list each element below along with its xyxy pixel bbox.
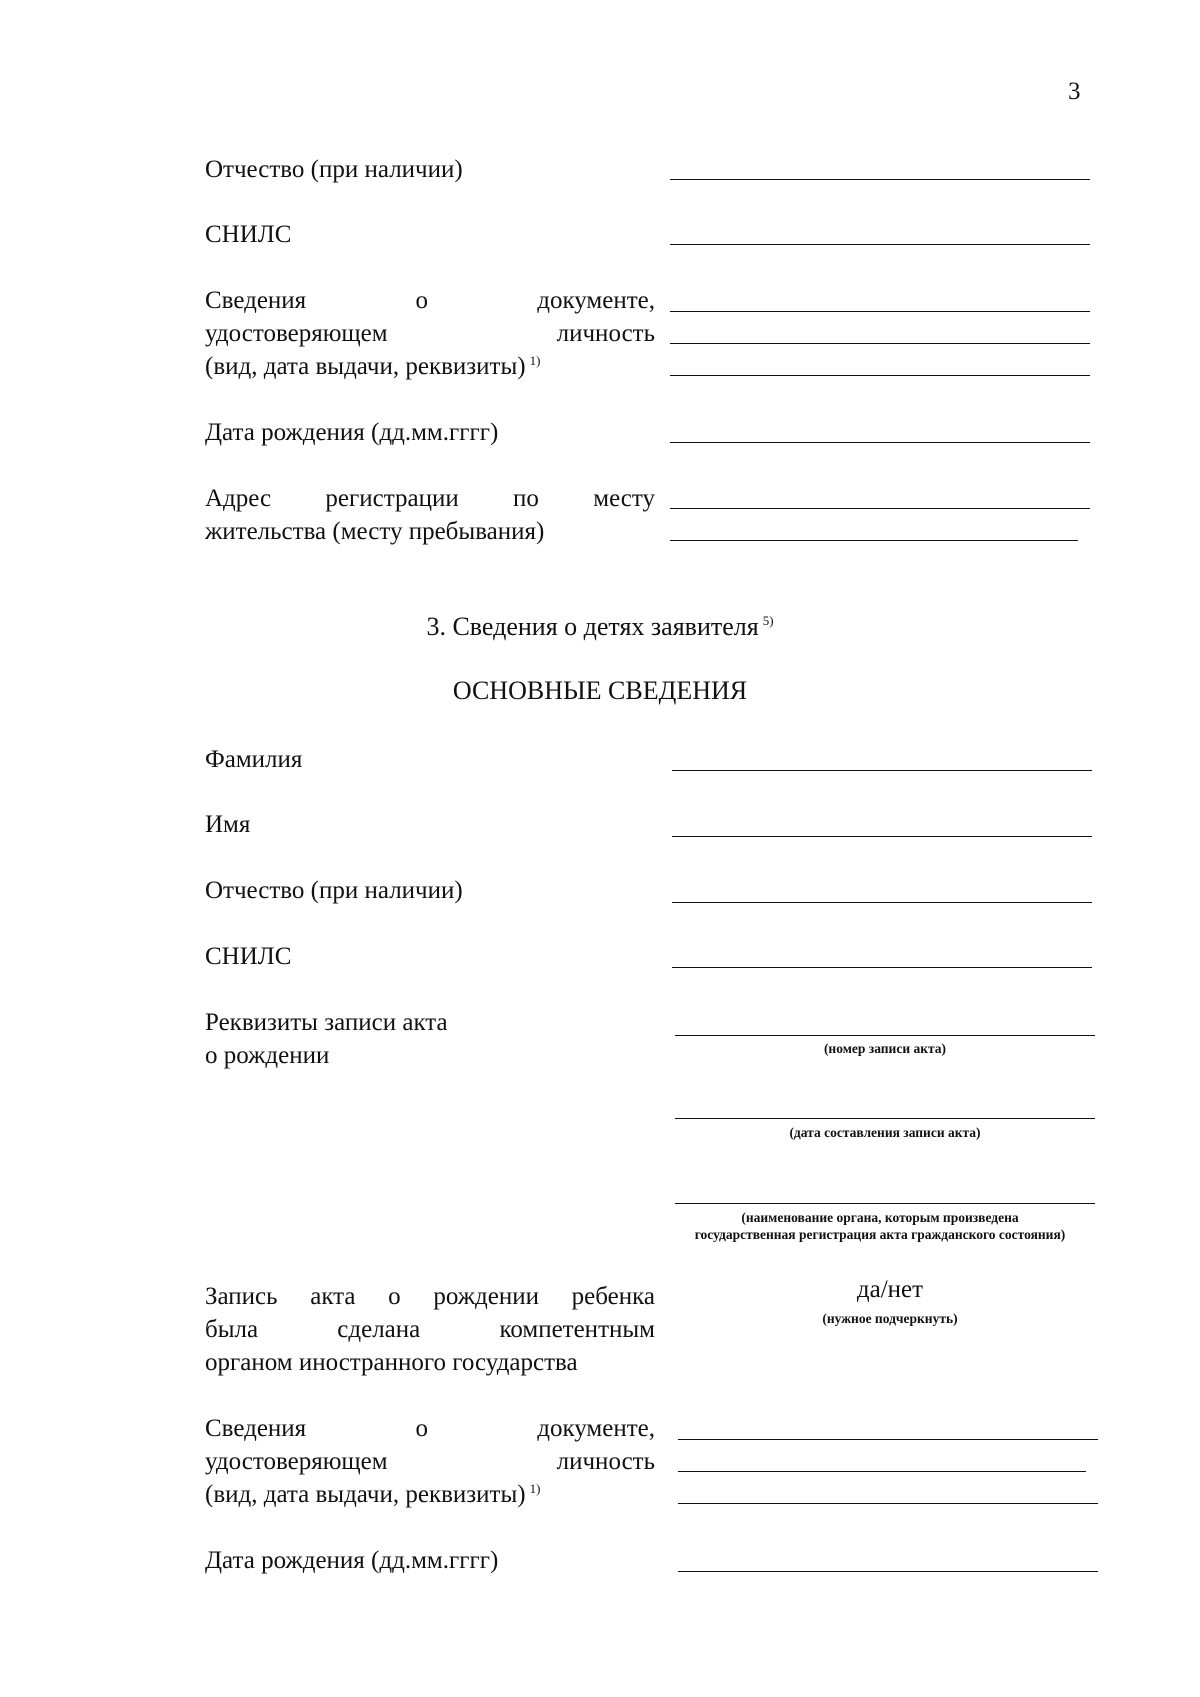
label-child-snils: СНИЛС [205,943,292,970]
label-foreign-line3: органом иностранного государства [205,1349,578,1376]
id-document-field-1[interactable] [670,311,1090,312]
label-child-name: Имя [205,811,251,838]
section-subtitle: ОСНОВНЫЕ СВЕДЕНИЯ [452,676,748,705]
label-birth-record [205,1006,655,1072]
label-id-document-line2: удостоверяющем личность [205,320,655,347]
id-document-field-2[interactable] [670,343,1090,344]
record-number-field[interactable] [675,1035,1095,1036]
label-id-document-line3: (вид, дата выдачи, реквизиты) [205,353,526,380]
label-child-id-line2: удостоверяющем личность [205,1448,655,1475]
child-footnote-marker: 1) [529,1480,541,1496]
child-id-document-field-2[interactable] [678,1471,1086,1472]
child-id-document-field-1[interactable] [678,1439,1098,1440]
caption-authority [640,1209,1120,1243]
id-document-field-3[interactable] [670,375,1090,376]
label-child-id-line1: Сведения о документе, [205,1415,655,1442]
child-name-field[interactable] [672,836,1092,837]
section-footnote-marker: 5) [762,613,774,629]
address-field-2[interactable] [670,540,1078,541]
birth-date-field[interactable] [670,442,1090,443]
footnote-marker: 1) [529,352,541,368]
label-foreign-line1: Запись акта о рождении ребенка [205,1283,655,1310]
yes-no-option[interactable]: да/нет [856,1276,924,1303]
label-child-id-document [205,1412,655,1511]
caption-authority-line2: государственная регистрация акта гражданского состояния) [694,1227,1066,1242]
label-child-surname: Фамилия [205,746,303,773]
label-patronymic: Отчество (при наличии) [205,156,463,183]
label-address-line2: жительства (месту пребывания) [205,518,545,545]
record-date-field[interactable] [675,1118,1095,1119]
label-snils: СНИЛС [205,221,292,248]
label-birth-date: Дата рождения (дд.мм.гггг) [205,419,499,446]
label-child-patronymic: Отчество (при наличии) [205,877,463,904]
label-foreign-line2: была сделана компетентным [205,1316,655,1343]
child-birth-date-field[interactable] [678,1571,1098,1572]
page-number: 3 [1068,78,1081,105]
label-address [205,482,655,548]
label-foreign-record [205,1280,655,1379]
child-id-document-field-3[interactable] [678,1503,1098,1504]
label-child-birth-date: Дата рождения (дд.мм.гггг) [205,1547,499,1574]
child-surname-field[interactable] [672,770,1092,771]
patronymic-field[interactable] [670,179,1090,180]
label-id-document-line1: Сведения о документе, [205,287,655,314]
caption-record-date: (дата составления записи акта) [789,1125,981,1140]
caption-authority-line1: (наименование органа, которым произведена [741,1210,1019,1225]
caption-yes-no: (нужное подчеркнуть) [822,1311,958,1326]
label-birth-record-line2: о рождении [205,1042,330,1069]
label-id-document [205,284,655,383]
section-title [0,612,1200,642]
section-title-text: 3. Сведения о детях заявителя [426,612,759,641]
label-birth-record-line1: Реквизиты записи акта [205,1009,448,1036]
child-snils-field[interactable] [672,967,1092,968]
child-patronymic-field[interactable] [672,902,1092,903]
registration-authority-field[interactable] [675,1203,1095,1204]
label-address-line1: Адрес регистрации по месту [205,485,655,512]
address-field-1[interactable] [670,508,1090,509]
caption-record-number: (номер записи акта) [823,1041,947,1056]
snils-field[interactable] [670,244,1090,245]
label-child-id-line3: (вид, дата выдачи, реквизиты) [205,1481,526,1508]
